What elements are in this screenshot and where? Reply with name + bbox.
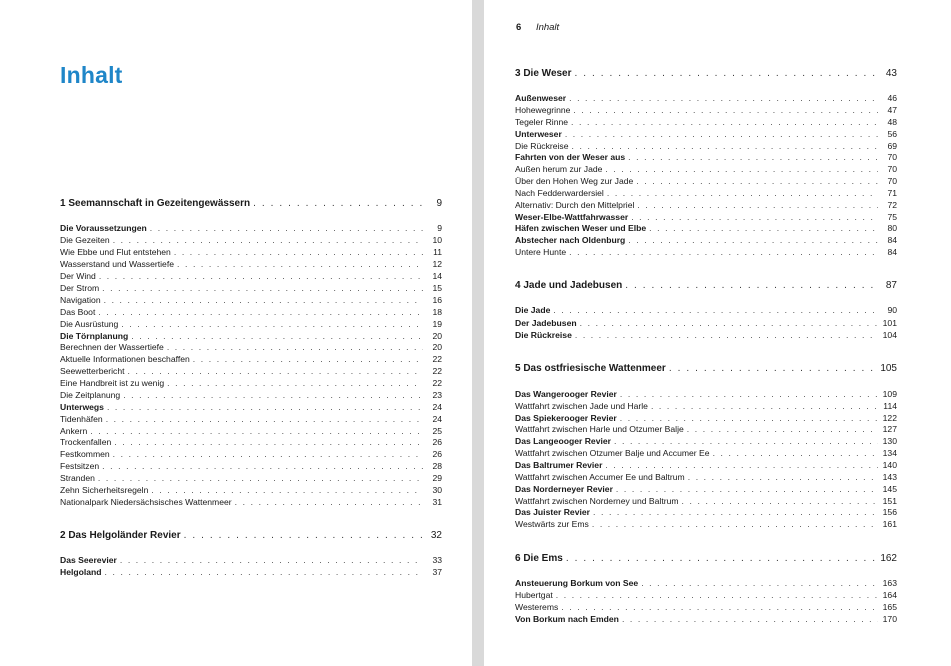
toc-page-number: 29 bbox=[432, 473, 442, 483]
toc-entry-title: Die Törnplanung bbox=[60, 331, 129, 341]
toc-page-number: 109 bbox=[882, 389, 897, 399]
dot-leader bbox=[575, 329, 878, 341]
dot-leader bbox=[688, 471, 878, 483]
toc-page-number: 165 bbox=[882, 602, 897, 612]
toc-page-number: 164 bbox=[882, 590, 897, 600]
dot-leader bbox=[687, 423, 878, 435]
toc-entry[interactable] bbox=[60, 377, 442, 389]
dot-leader bbox=[253, 198, 423, 210]
toc-entry[interactable] bbox=[60, 353, 442, 365]
toc-entry-title: Eine Handbreit ist zu wenig bbox=[60, 378, 165, 388]
dot-leader bbox=[151, 484, 423, 496]
toc-page-number: 140 bbox=[882, 460, 897, 470]
toc-page-number: 24 bbox=[432, 402, 442, 412]
dot-leader bbox=[669, 363, 878, 375]
toc-entry[interactable] bbox=[515, 329, 897, 341]
toc-entry-title: Außen herum zur Jade bbox=[515, 164, 603, 174]
right-page bbox=[484, 0, 951, 666]
toc-entry[interactable] bbox=[515, 447, 897, 459]
toc-entry[interactable] bbox=[60, 436, 442, 448]
dot-leader bbox=[104, 294, 423, 306]
toc-entry-title: Festsitzen bbox=[60, 461, 100, 471]
toc-entry-title: Tidenhäfen bbox=[60, 414, 103, 424]
toc-chapter-entry[interactable] bbox=[515, 553, 897, 565]
toc-page-number: 80 bbox=[887, 223, 897, 233]
dot-leader bbox=[235, 496, 423, 508]
toc-entry[interactable] bbox=[60, 318, 442, 330]
toc-entry[interactable] bbox=[515, 518, 897, 530]
toc-entry[interactable] bbox=[515, 317, 897, 329]
toc-entry-title: Hubertgat bbox=[515, 590, 553, 600]
dot-leader bbox=[105, 566, 423, 578]
toc-page-number: 130 bbox=[882, 436, 897, 446]
toc-page-number: 26 bbox=[432, 449, 442, 459]
toc-entry-title: 5 Das ostfriesische Wattenmeer bbox=[515, 363, 666, 374]
toc-page-number: 10 bbox=[432, 235, 442, 245]
dot-leader bbox=[113, 448, 423, 460]
dot-leader bbox=[620, 388, 878, 400]
toc-entry-title: Ankern bbox=[60, 426, 88, 436]
dot-leader bbox=[107, 401, 423, 413]
toc-page-number: 161 bbox=[882, 519, 897, 529]
toc-entry[interactable] bbox=[60, 306, 442, 318]
toc-entry-title: Navigation bbox=[60, 295, 101, 305]
toc-entry-title: Trockenfallen bbox=[60, 437, 112, 447]
toc-entry[interactable] bbox=[515, 151, 897, 163]
toc-entry-title: Der Wind bbox=[60, 271, 96, 281]
toc-page-number: 14 bbox=[432, 271, 442, 281]
dot-leader bbox=[128, 365, 424, 377]
toc-page-number: 32 bbox=[430, 530, 442, 541]
toc-entry[interactable] bbox=[60, 484, 442, 496]
dot-leader bbox=[150, 222, 423, 234]
toc-page-number: 163 bbox=[882, 578, 897, 588]
toc-entry[interactable] bbox=[515, 423, 897, 435]
toc-page-number: 114 bbox=[883, 401, 897, 411]
toc-entry[interactable] bbox=[60, 496, 442, 508]
toc-page-number: 26 bbox=[432, 437, 442, 447]
toc-entry[interactable] bbox=[515, 483, 897, 495]
toc-page-number: 70 bbox=[887, 164, 897, 174]
dot-leader bbox=[637, 199, 878, 211]
dot-leader bbox=[641, 577, 878, 589]
toc-page-number: 20 bbox=[432, 331, 442, 341]
toc-page-number: 170 bbox=[882, 614, 897, 624]
running-head bbox=[516, 22, 559, 33]
dot-leader bbox=[614, 435, 878, 447]
toc-entry-title: Über den Hohen Weg zur Jade bbox=[515, 176, 634, 186]
dot-leader bbox=[649, 222, 878, 234]
dot-leader bbox=[98, 306, 423, 318]
dot-leader bbox=[571, 116, 878, 128]
toc-page-number: 71 bbox=[887, 188, 897, 198]
toc-chapter-entry[interactable] bbox=[515, 280, 897, 292]
toc-entry-title: Die Jade bbox=[515, 305, 551, 315]
page-number: 6 bbox=[516, 22, 522, 33]
toc-entry[interactable] bbox=[60, 294, 442, 306]
dot-leader bbox=[628, 151, 878, 163]
toc-page-number: 134 bbox=[882, 448, 897, 458]
toc-page-number: 72 bbox=[887, 200, 897, 210]
toc-entry-title: Wasserstand und Wassertiefe bbox=[60, 259, 174, 269]
dot-leader bbox=[114, 436, 423, 448]
toc-entry[interactable] bbox=[515, 187, 897, 199]
dot-leader bbox=[174, 246, 423, 258]
toc-page-number: 101 bbox=[882, 318, 897, 328]
toc-page-number: 145 bbox=[882, 484, 897, 494]
toc-chapter-entry[interactable] bbox=[515, 363, 897, 375]
toc-entry-title: Außenweser bbox=[515, 93, 567, 103]
dot-leader bbox=[592, 518, 878, 530]
toc-entry-title: Die Rückreise bbox=[515, 330, 572, 340]
dot-leader bbox=[616, 483, 878, 495]
page-gutter bbox=[472, 0, 484, 666]
toc-page-number: 9 bbox=[437, 223, 442, 233]
dot-leader bbox=[628, 234, 878, 246]
dot-leader bbox=[636, 175, 878, 187]
toc-page-number: 122 bbox=[882, 413, 897, 423]
toc-entry[interactable] bbox=[60, 554, 442, 566]
toc-entry[interactable] bbox=[515, 246, 897, 258]
dot-leader bbox=[102, 282, 423, 294]
dot-leader bbox=[607, 187, 878, 199]
toc-entry[interactable] bbox=[60, 401, 442, 413]
toc-page-number: 22 bbox=[432, 354, 442, 364]
toc-page-number: 46 bbox=[887, 93, 897, 103]
toc-entry[interactable] bbox=[515, 104, 897, 116]
toc-entry[interactable] bbox=[60, 389, 442, 401]
dot-leader bbox=[573, 104, 878, 116]
toc-entry[interactable] bbox=[60, 246, 442, 258]
toc-entry-title: Unterwegs bbox=[60, 402, 104, 412]
toc-entry-title: Das Seerevier bbox=[60, 555, 117, 565]
toc-entry-title: Berechnen der Wassertiefe bbox=[60, 342, 164, 352]
toc-page-number: 87 bbox=[885, 280, 897, 291]
dot-leader bbox=[569, 92, 878, 104]
toc-page-number: 20 bbox=[432, 342, 442, 352]
toc-entry-title: Der Jadebusen bbox=[515, 318, 577, 328]
dot-leader bbox=[113, 234, 423, 246]
dot-leader bbox=[167, 341, 423, 353]
dot-leader bbox=[102, 460, 423, 472]
toc-entry[interactable] bbox=[515, 577, 897, 589]
toc-entry[interactable] bbox=[515, 589, 897, 601]
toc-page-number: 69 bbox=[887, 141, 897, 151]
toc-entry[interactable] bbox=[60, 282, 442, 294]
toc-entry-title: Nach Fedderwardersiel bbox=[515, 188, 604, 198]
toc-chapter-entry[interactable] bbox=[60, 198, 442, 210]
running-title: Inhalt bbox=[535, 22, 560, 33]
contents-heading: Inhalt bbox=[60, 62, 123, 88]
toc-page-number: 84 bbox=[887, 247, 897, 257]
toc-entry-title: Das Spiekerooger Revier bbox=[515, 413, 617, 423]
toc-entry-title: Wattfahrt zwischen Jade und Harle bbox=[515, 401, 648, 411]
toc-entry[interactable] bbox=[515, 222, 897, 234]
dot-leader bbox=[556, 589, 878, 601]
toc-entry-title: Unterweser bbox=[515, 129, 562, 139]
toc-page-number: 30 bbox=[432, 485, 442, 495]
dot-leader bbox=[565, 128, 878, 140]
toc-page-number: 31 bbox=[432, 497, 442, 507]
toc-page-number: 151 bbox=[882, 496, 897, 506]
toc-entry[interactable] bbox=[60, 448, 442, 460]
dot-leader bbox=[580, 317, 878, 329]
toc-page-number: 105 bbox=[880, 363, 897, 374]
dot-leader bbox=[177, 258, 423, 270]
dot-leader bbox=[622, 613, 878, 625]
toc-page-number: 84 bbox=[887, 235, 897, 245]
dot-leader bbox=[184, 530, 423, 542]
toc-page-number: 18 bbox=[432, 307, 442, 317]
toc-entry-title: Hohewegrinne bbox=[515, 105, 571, 115]
toc-page-number: 43 bbox=[885, 68, 897, 79]
toc-entry[interactable] bbox=[60, 460, 442, 472]
toc-page-number: 56 bbox=[887, 129, 897, 139]
toc-entry[interactable] bbox=[515, 128, 897, 140]
toc-entry[interactable] bbox=[515, 304, 897, 316]
toc-entry-title: Ansteuerung Borkum von See bbox=[515, 578, 639, 588]
toc-entry[interactable] bbox=[60, 413, 442, 425]
toc-entry[interactable] bbox=[60, 234, 442, 246]
toc-entry-title: 1 Seemannschaft in Gezeitengewässern bbox=[60, 198, 251, 209]
dot-leader bbox=[561, 601, 878, 613]
toc-page-number: 75 bbox=[887, 212, 897, 222]
toc-entry-title: Westerems bbox=[515, 602, 559, 612]
toc-entry-title: Das Juister Revier bbox=[515, 507, 590, 517]
toc-entry-title: Das Langeooger Revier bbox=[515, 436, 611, 446]
dot-leader bbox=[566, 553, 878, 565]
toc-entry[interactable] bbox=[515, 175, 897, 187]
toc-entry[interactable] bbox=[515, 388, 897, 400]
toc-entry[interactable] bbox=[515, 471, 897, 483]
toc-entry[interactable] bbox=[60, 472, 442, 484]
toc-entry-title: 2 Das Helgoländer Revier bbox=[60, 530, 181, 541]
dot-leader bbox=[99, 270, 423, 282]
toc-entry-title: Untere Hunte bbox=[515, 247, 567, 257]
toc-entry[interactable] bbox=[515, 601, 897, 613]
toc-entry[interactable] bbox=[515, 199, 897, 211]
toc-chapter-entry[interactable] bbox=[60, 530, 442, 542]
toc-entry-title: Nationalpark Niedersächsisches Wattenmeer bbox=[60, 497, 232, 507]
toc-page-number: 16 bbox=[432, 295, 442, 305]
dot-leader bbox=[98, 472, 423, 484]
toc-entry-title: Abstecher nach Oldenburg bbox=[515, 235, 626, 245]
toc-entry[interactable] bbox=[515, 435, 897, 447]
dot-leader bbox=[106, 413, 423, 425]
toc-page-number: 70 bbox=[887, 152, 897, 162]
left-page bbox=[0, 0, 472, 666]
dot-leader bbox=[575, 68, 878, 80]
dot-leader bbox=[167, 377, 423, 389]
toc-page-number: 104 bbox=[882, 330, 897, 340]
toc-page-number: 25 bbox=[432, 426, 442, 436]
toc-page-number: 127 bbox=[882, 424, 897, 434]
toc-entry-title: Seewetterbericht bbox=[60, 366, 125, 376]
toc-entry-title: Wie Ebbe und Flut entstehen bbox=[60, 247, 171, 257]
dot-leader bbox=[713, 447, 878, 459]
toc-entry-title: 6 Die Ems bbox=[515, 553, 563, 564]
dot-leader bbox=[605, 459, 878, 471]
toc-entry[interactable] bbox=[60, 258, 442, 270]
toc-page-number: 22 bbox=[432, 366, 442, 376]
toc-entry[interactable] bbox=[515, 163, 897, 175]
dot-leader bbox=[593, 506, 878, 518]
toc-entry[interactable] bbox=[515, 613, 897, 625]
dot-leader bbox=[569, 246, 878, 258]
toc-entry-title: Wattfahrt zwischen Norderney und Baltrum bbox=[515, 496, 679, 506]
toc-entry-title: Das Norderneyer Revier bbox=[515, 484, 613, 494]
toc-entry-title: Das Baltrumer Revier bbox=[515, 460, 603, 470]
toc-page-number: 15 bbox=[432, 283, 442, 293]
toc-page-number: 23 bbox=[432, 390, 442, 400]
toc-entry-title: Wattfahrt zwischen Accumer Ee und Baltrum bbox=[515, 472, 685, 482]
toc-entry[interactable] bbox=[60, 270, 442, 282]
toc-entry-title: Helgoland bbox=[60, 567, 102, 577]
toc-page-number: 11 bbox=[433, 247, 442, 257]
toc-page-number: 37 bbox=[432, 567, 442, 577]
toc-entry-title: Wattfahrt zwischen Harle und Otzumer Balje bbox=[515, 424, 684, 434]
toc-entry-title: Wattfahrt zwischen Otzumer Balje und Accumer Ee bbox=[515, 448, 710, 458]
toc-entry[interactable] bbox=[515, 400, 897, 412]
toc-entry[interactable] bbox=[60, 341, 442, 353]
toc-chapter-entry[interactable] bbox=[515, 68, 897, 80]
toc-page-number: 143 bbox=[882, 472, 897, 482]
toc-entry[interactable] bbox=[515, 116, 897, 128]
toc-page-number: 47 bbox=[887, 105, 897, 115]
toc-page-number: 156 bbox=[882, 507, 897, 517]
toc-page-number: 28 bbox=[432, 461, 442, 471]
dot-leader bbox=[625, 280, 878, 292]
toc-page-number: 48 bbox=[887, 117, 897, 127]
toc-page-number: 90 bbox=[887, 305, 897, 315]
toc-page-number: 162 bbox=[880, 553, 897, 564]
toc-entry[interactable] bbox=[515, 234, 897, 246]
toc-entry-title: Tegeler Rinne bbox=[515, 117, 569, 127]
toc-entry-title: 4 Jade und Jadebusen bbox=[515, 280, 623, 291]
toc-entry-title: Die Ausrüstung bbox=[60, 319, 119, 329]
dot-leader bbox=[651, 400, 878, 412]
toc-entry-title: Das Boot bbox=[60, 307, 96, 317]
toc-entry-title: Westwärts zur Ems bbox=[515, 519, 589, 529]
dot-leader bbox=[123, 389, 423, 401]
toc-page-number: 19 bbox=[432, 319, 442, 329]
dot-leader bbox=[120, 554, 423, 566]
toc-entry[interactable] bbox=[515, 506, 897, 518]
dot-leader bbox=[605, 163, 878, 175]
toc-page-number: 24 bbox=[432, 414, 442, 424]
toc-entry[interactable] bbox=[515, 92, 897, 104]
toc-entry-title: Häfen zwischen Weser und Elbe bbox=[515, 223, 647, 233]
toc-page-number: 9 bbox=[436, 198, 442, 209]
toc-entry-title: Das Wangerooger Revier bbox=[515, 389, 617, 399]
toc-entry-title: Die Zeitplanung bbox=[60, 390, 121, 400]
toc-page-number: 22 bbox=[432, 378, 442, 388]
toc-entry-title: Der Strom bbox=[60, 283, 100, 293]
toc-entry-title: Aktuelle Informationen beschaffen bbox=[60, 354, 190, 364]
toc-entry-title: Alternativ: Durch den Mittelpriel bbox=[515, 200, 635, 210]
toc-entry-title: Von Borkum nach Emden bbox=[515, 614, 619, 624]
toc-page-number: 70 bbox=[887, 176, 897, 186]
toc-entry[interactable] bbox=[60, 365, 442, 377]
dot-leader bbox=[553, 304, 878, 316]
toc-entry-title: 3 Die Weser bbox=[515, 68, 572, 79]
toc-entry-title: Festkommen bbox=[60, 449, 110, 459]
toc-entry-title: Zehn Sicherheitsregeln bbox=[60, 485, 149, 495]
toc-page-number: 33 bbox=[432, 555, 442, 565]
toc-entry-title: Stranden bbox=[60, 473, 95, 483]
toc-entry[interactable] bbox=[60, 222, 442, 234]
toc-entry-title: Weser-Elbe-Wattfahrwasser bbox=[515, 212, 629, 222]
toc-entry-title: Die Rückreise bbox=[515, 141, 569, 151]
toc-entry[interactable] bbox=[60, 566, 442, 578]
toc-entry-title: Fahrten von der Weser aus bbox=[515, 152, 626, 162]
toc-page-number: 12 bbox=[432, 259, 442, 269]
toc-entry-title: Die Voraussetzungen bbox=[60, 223, 147, 233]
dot-leader bbox=[193, 353, 423, 365]
toc-entry[interactable] bbox=[515, 459, 897, 471]
dot-leader bbox=[121, 318, 423, 330]
toc-entry-title: Die Gezeiten bbox=[60, 235, 110, 245]
